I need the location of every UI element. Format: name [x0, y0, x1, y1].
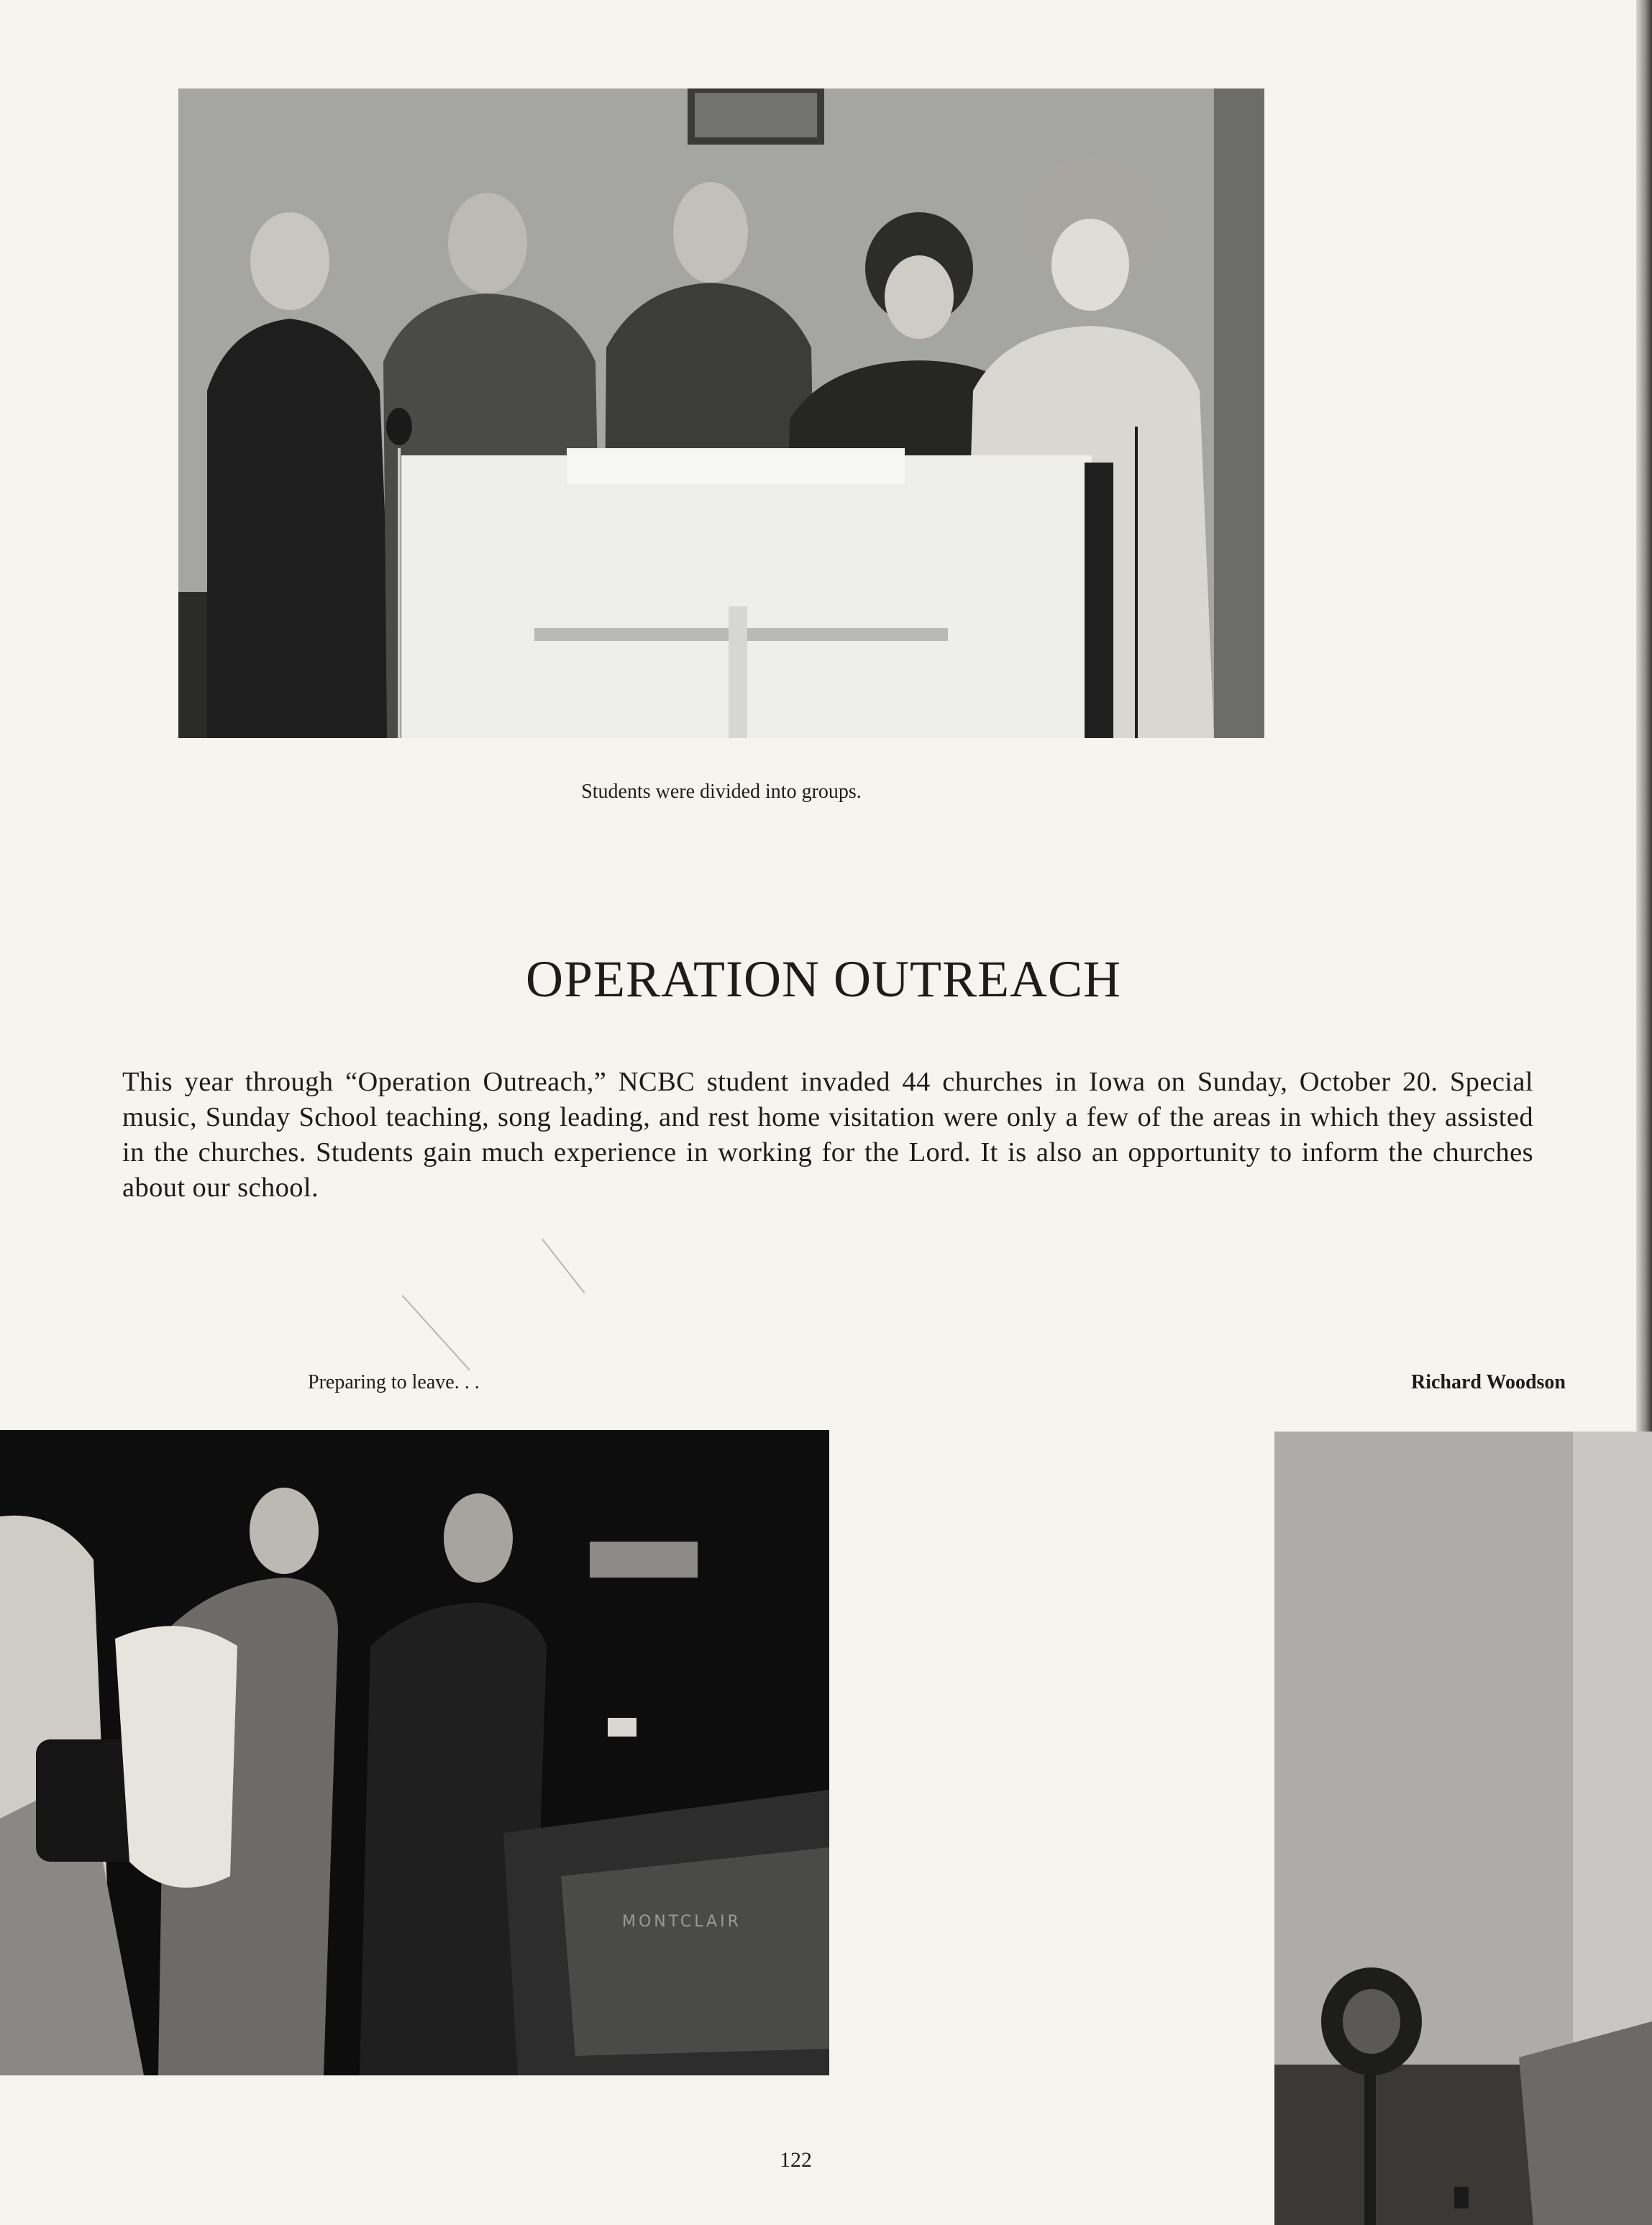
- pencil-scratch: [402, 1295, 470, 1370]
- preparing-to-leave-photo: [0, 1430, 829, 2075]
- bottom-right-photo-caption: Richard Woodson: [1411, 1371, 1566, 1393]
- car-badge-text: MONTCLAIR: [622, 1913, 741, 1931]
- group-photo-image: [178, 88, 1264, 738]
- preparing-to-leave-image: [0, 1430, 829, 2075]
- page-title: OPERATION OUTREACH: [526, 950, 1121, 1008]
- top-photo-caption: Students were divided into groups.: [581, 781, 862, 803]
- article-body: This year through “Operation Outreach,” NCBC student invaded 44 churches in Iowa on Sunday, October 20. Special music, Sunday School teaching, song leading, and rest home visitation were only a few of the areas in which they assisted in the churches. Students gain much experience in working for the Lord. It is also an opportunity to inform the churches about our school.: [122, 1067, 1533, 1203]
- richard-woodson-image: [1274, 1432, 1652, 2225]
- bottom-left-photo-caption: Preparing to leave. . .: [308, 1371, 480, 1393]
- richard-woodson-photo: [1274, 1432, 1652, 2225]
- pencil-scratch: [542, 1239, 585, 1293]
- group-photo: [178, 88, 1264, 738]
- page-number: 122: [780, 2148, 812, 2172]
